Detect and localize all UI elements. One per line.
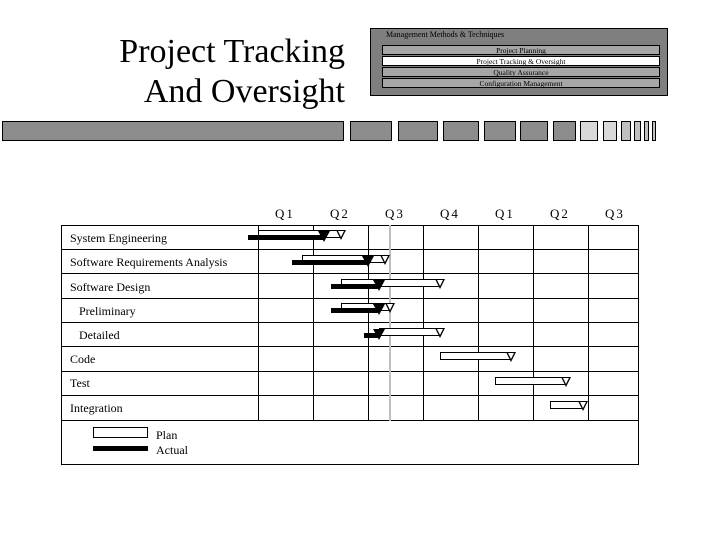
- decorative-band-block: [580, 121, 598, 141]
- quarter-label: Q2: [550, 206, 570, 221]
- grid-column-line: [588, 225, 589, 421]
- task-label: Software Design: [70, 280, 151, 294]
- grid-column-line: [423, 225, 424, 421]
- actual-progress-marker: [318, 231, 330, 242]
- actual-progress-marker: [373, 280, 385, 291]
- task-label: System Engineering: [70, 231, 167, 245]
- grid-row-line: [61, 420, 639, 421]
- decorative-band-block: [350, 121, 392, 141]
- page-title: [60, 32, 345, 112]
- method-project-planning: Project Planning: [382, 45, 660, 55]
- legend-actual-label: Actual: [156, 443, 188, 457]
- method-project-tracking: Project Tracking & Oversight: [382, 56, 660, 66]
- grid-row-line: [61, 371, 639, 372]
- legend-actual-swatch: [93, 446, 148, 451]
- decorative-band-block: [652, 121, 656, 141]
- grid-row-line: [61, 395, 639, 396]
- management-methods-heading: Management Methods & Techniques: [386, 30, 505, 39]
- plan-bar: [440, 352, 512, 360]
- grid-column-line: [258, 225, 259, 421]
- quarter-label: Q1: [495, 206, 515, 221]
- plan-finish-marker: [561, 377, 571, 387]
- decorative-band-block: [644, 121, 649, 141]
- title-line-1: Project Tracking: [119, 33, 345, 70]
- actual-progress-marker: [373, 329, 385, 340]
- task-label: Integration: [70, 401, 123, 415]
- plan-finish-marker: [385, 303, 395, 313]
- legend-plan-swatch: [93, 427, 148, 438]
- decorative-band-block: [634, 121, 641, 141]
- decorative-band-block: [443, 121, 479, 141]
- decorative-band-block: [484, 121, 516, 141]
- method-configuration-management: Configuration Management: [382, 78, 660, 88]
- decorative-band-block: [621, 121, 631, 141]
- legend-plan-label: Plan: [156, 428, 178, 442]
- grid-row-line: [61, 249, 639, 250]
- grid-row-line: [61, 346, 639, 347]
- title-line-2: And Oversight: [143, 73, 345, 110]
- grid-row-line: [61, 273, 639, 274]
- grid-row-line: [61, 322, 639, 323]
- quarter-label: Q3: [385, 206, 405, 221]
- plan-bar: [495, 377, 567, 385]
- plan-bar: [379, 328, 440, 336]
- decorative-band-block: [603, 121, 617, 141]
- actual-progress-marker: [362, 256, 374, 267]
- actual-bar: [248, 235, 324, 240]
- decorative-band-block: [520, 121, 548, 141]
- method-quality-assurance: Quality Assurance: [382, 67, 660, 77]
- actual-bar: [331, 284, 380, 289]
- quarter-label: Q3: [605, 206, 625, 221]
- task-label: Test: [70, 376, 90, 390]
- decorative-band-block: [553, 121, 576, 141]
- task-label: Code: [70, 352, 96, 366]
- grid-column-line: [533, 225, 534, 421]
- plan-finish-marker: [380, 255, 390, 265]
- plan-finish-marker: [578, 401, 588, 411]
- quarter-label: Q1: [275, 206, 295, 221]
- quarter-label: Q2: [330, 206, 350, 221]
- task-label: Preliminary: [79, 304, 136, 318]
- grid-row-line: [61, 298, 639, 299]
- actual-progress-marker: [373, 304, 385, 315]
- plan-finish-marker: [435, 279, 445, 289]
- actual-bar: [292, 260, 368, 265]
- quarter-label: Q4: [440, 206, 460, 221]
- decorative-band-bar: [2, 121, 344, 141]
- plan-finish-marker: [435, 328, 445, 338]
- task-label: Detailed: [79, 328, 120, 342]
- plan-finish-marker: [336, 230, 346, 240]
- grid-column-line: [478, 225, 479, 421]
- plan-finish-marker: [506, 352, 516, 362]
- task-label: Software Requirements Analysis: [70, 255, 228, 269]
- actual-bar: [331, 308, 380, 313]
- decorative-band-block: [398, 121, 438, 141]
